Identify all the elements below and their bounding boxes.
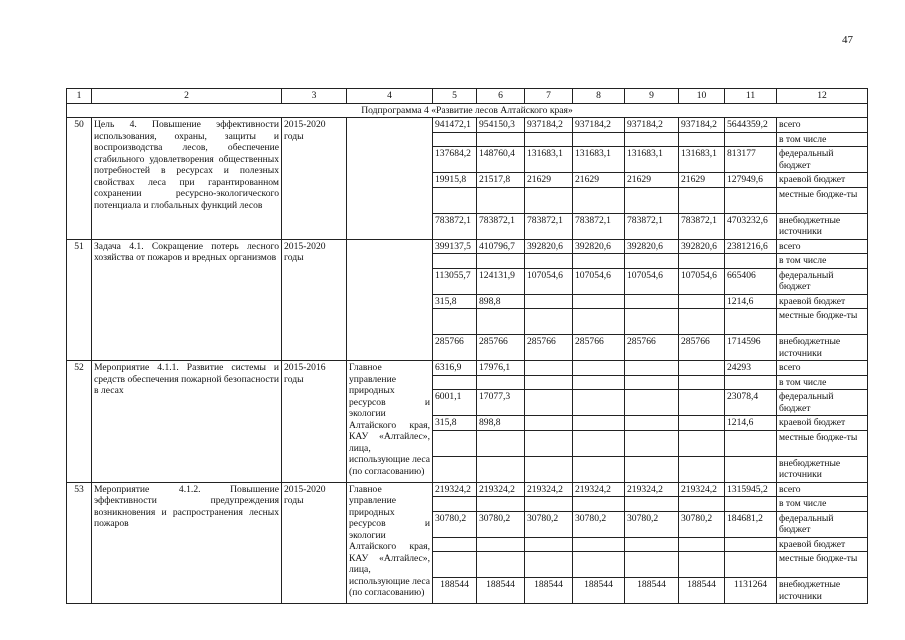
table-row <box>67 361 868 376</box>
year-value-cell <box>525 430 573 456</box>
year-value-cell: 392820,6 <box>525 239 573 254</box>
total-value-cell <box>725 537 777 552</box>
year-value-cell <box>573 497 625 512</box>
year-value-cell <box>573 294 625 309</box>
total-value-cell: 127949,6 <box>725 173 777 188</box>
year-value-cell: 783872,1 <box>525 213 573 239</box>
year-value-cell: 21517,8 <box>477 173 525 188</box>
row-number: 51 <box>67 239 92 361</box>
year-value-cell <box>679 254 725 269</box>
total-value-cell: 1214,6 <box>725 416 777 431</box>
year-value-cell: 937184,2 <box>573 118 625 133</box>
activity-name: Мероприятие 4.1.1. Развитие системы и средств обеспечения пожарной безопасности в лесах <box>92 361 282 483</box>
funding-source-label: местные бюдже-ты <box>777 552 868 578</box>
year-value-cell: 219324,2 <box>625 482 679 497</box>
year-value-cell: 21629 <box>573 173 625 188</box>
funding-source-label: федеральный бюджет <box>777 268 868 294</box>
column-header: 6 <box>477 89 525 104</box>
year-value-cell <box>477 375 525 390</box>
column-header: 10 <box>679 89 725 104</box>
year-value-cell: 219324,2 <box>477 482 525 497</box>
year-value-cell <box>625 294 679 309</box>
total-value-cell <box>725 497 777 512</box>
year-value-cell <box>625 552 679 578</box>
year-value-cell <box>625 361 679 376</box>
funding-source-label: местные бюдже-ты <box>777 309 868 335</box>
funding-source-label: внебюджетные источники <box>777 213 868 239</box>
year-value-cell <box>679 537 725 552</box>
total-value-cell <box>725 430 777 456</box>
year-value-cell: 392820,6 <box>625 239 679 254</box>
year-value-cell <box>573 390 625 416</box>
period: 2015-2020 годы <box>282 482 347 604</box>
year-value-cell: 285766 <box>625 335 679 361</box>
year-value-cell: 410796,7 <box>477 239 525 254</box>
funding-source-label: местные бюдже-ты <box>777 187 868 213</box>
funding-source-label: внебюджетные источники <box>777 578 868 604</box>
year-value-cell <box>433 430 477 456</box>
table-row <box>67 482 868 497</box>
column-number-row <box>67 89 868 104</box>
year-value-cell <box>433 375 477 390</box>
year-value-cell <box>625 497 679 512</box>
year-value-cell: 30780,2 <box>525 511 573 537</box>
year-value-cell: 315,8 <box>433 294 477 309</box>
year-value-cell: 783872,1 <box>477 213 525 239</box>
period: 2015-2020 годы <box>282 118 347 240</box>
year-value-cell: 937184,2 <box>625 118 679 133</box>
total-value-cell: 1315945,2 <box>725 482 777 497</box>
total-value-cell: 2381216,6 <box>725 239 777 254</box>
year-value-cell <box>477 456 525 482</box>
total-value-cell: 1131264 <box>725 578 777 604</box>
column-header: 4 <box>347 89 433 104</box>
funding-source-label: федеральный бюджет <box>777 147 868 173</box>
year-value-cell: 188544 <box>679 578 725 604</box>
year-value-cell <box>525 132 573 147</box>
total-value-cell: 5644359,2 <box>725 118 777 133</box>
funding-source-label: в том числе <box>777 132 868 147</box>
year-value-cell <box>433 537 477 552</box>
year-value-cell: 392820,6 <box>573 239 625 254</box>
executor <box>347 239 433 361</box>
year-value-cell: 131683,1 <box>525 147 573 173</box>
funding-source-label: всего <box>777 118 868 133</box>
funding-source-label: краевой бюджет <box>777 294 868 309</box>
year-value-cell: 188544 <box>477 578 525 604</box>
year-value-cell: 188544 <box>525 578 573 604</box>
year-value-cell: 148760,4 <box>477 147 525 173</box>
year-value-cell <box>679 390 725 416</box>
year-value-cell <box>679 416 725 431</box>
year-value-cell <box>477 430 525 456</box>
column-header: 7 <box>525 89 573 104</box>
year-value-cell: 107054,6 <box>573 268 625 294</box>
funding-source-label: внебюджетные источники <box>777 335 868 361</box>
column-header: 2 <box>92 89 282 104</box>
year-value-cell <box>573 552 625 578</box>
total-value-cell: 4703232,6 <box>725 213 777 239</box>
total-value-cell <box>725 375 777 390</box>
period: 2015-2016 годы <box>282 361 347 483</box>
year-value-cell <box>573 309 625 335</box>
year-value-cell: 113055,7 <box>433 268 477 294</box>
subprogram-title: Подпрограмма 4 «Развитие лесов Алтайского края» <box>67 103 868 118</box>
column-header: 5 <box>433 89 477 104</box>
year-value-cell: 392820,6 <box>679 239 725 254</box>
year-value-cell <box>625 254 679 269</box>
column-header: 1 <box>67 89 92 104</box>
year-value-cell: 30780,2 <box>573 511 625 537</box>
year-value-cell <box>679 187 725 213</box>
year-value-cell <box>525 254 573 269</box>
year-value-cell <box>625 537 679 552</box>
year-value-cell: 30780,2 <box>433 511 477 537</box>
year-value-cell <box>625 375 679 390</box>
year-value-cell: 941472,1 <box>433 118 477 133</box>
year-value-cell <box>477 537 525 552</box>
executor: Главное управление природных ресурсов и экологии Алтайского края, КАУ «Алтайлес», лица, использующие леса (по согласованию) <box>347 482 433 604</box>
year-value-cell: 6001,1 <box>433 390 477 416</box>
year-value-cell <box>477 309 525 335</box>
year-value-cell: 137684,2 <box>433 147 477 173</box>
year-value-cell <box>525 294 573 309</box>
year-value-cell: 30780,2 <box>477 511 525 537</box>
year-value-cell <box>477 254 525 269</box>
total-value-cell <box>725 254 777 269</box>
year-value-cell <box>525 361 573 376</box>
total-value-cell <box>725 187 777 213</box>
funding-source-label: внебюджетные источники <box>777 456 868 482</box>
funding-source-label: федеральный бюджет <box>777 390 868 416</box>
year-value-cell <box>433 497 477 512</box>
year-value-cell: 315,8 <box>433 416 477 431</box>
year-value-cell <box>433 132 477 147</box>
year-value-cell: 107054,6 <box>625 268 679 294</box>
year-value-cell <box>625 390 679 416</box>
column-header: 11 <box>725 89 777 104</box>
year-value-cell <box>679 456 725 482</box>
page-number: 47 <box>842 34 853 46</box>
column-header: 9 <box>625 89 679 104</box>
table-row <box>67 118 868 133</box>
row-number: 53 <box>67 482 92 604</box>
year-value-cell <box>525 390 573 416</box>
year-value-cell <box>525 187 573 213</box>
year-value-cell: 30780,2 <box>625 511 679 537</box>
year-value-cell <box>573 375 625 390</box>
total-value-cell: 24293 <box>725 361 777 376</box>
year-value-cell <box>525 497 573 512</box>
year-value-cell <box>573 132 625 147</box>
year-value-cell: 285766 <box>477 335 525 361</box>
year-value-cell: 399137,5 <box>433 239 477 254</box>
funding-source-label: всего <box>777 361 868 376</box>
activity-name: Задача 4.1. Сокращение потерь лесного хозяйства от пожаров и вредных организмов <box>92 239 282 361</box>
year-value-cell <box>625 456 679 482</box>
year-value-cell: 219324,2 <box>679 482 725 497</box>
year-value-cell <box>433 309 477 335</box>
year-value-cell: 6316,9 <box>433 361 477 376</box>
year-value-cell: 954150,3 <box>477 118 525 133</box>
year-value-cell <box>525 309 573 335</box>
year-value-cell <box>679 132 725 147</box>
year-value-cell: 131683,1 <box>679 147 725 173</box>
year-value-cell: 17976,1 <box>477 361 525 376</box>
period: 2015-2020 годы <box>282 239 347 361</box>
year-value-cell <box>477 552 525 578</box>
total-value-cell: 1714596 <box>725 335 777 361</box>
total-value-cell: 184681,2 <box>725 511 777 537</box>
activity-name: Цель 4. Повышение эффективности использования, охраны, защиты и воспроизводства лесов, обеспечение стабильного удовлетворения общественных потребностей в ресурсах и полезных свойствах леса при гарантированном сохранении ресурсно-экологического потенциала и глобальных функций лесов <box>92 118 282 240</box>
year-value-cell: 30780,2 <box>679 511 725 537</box>
year-value-cell: 285766 <box>679 335 725 361</box>
total-value-cell: 23078,4 <box>725 390 777 416</box>
funding-source-label: краевой бюджет <box>777 416 868 431</box>
row-number: 50 <box>67 118 92 240</box>
year-value-cell <box>679 552 725 578</box>
funding-source-label: в том числе <box>777 375 868 390</box>
year-value-cell: 937184,2 <box>525 118 573 133</box>
funding-source-label: местные бюдже-ты <box>777 430 868 456</box>
year-value-cell: 124131,9 <box>477 268 525 294</box>
total-value-cell: 813177 <box>725 147 777 173</box>
column-header: 8 <box>573 89 625 104</box>
total-value-cell <box>725 456 777 482</box>
total-value-cell <box>725 132 777 147</box>
year-value-cell: 219324,2 <box>525 482 573 497</box>
year-value-cell: 21629 <box>625 173 679 188</box>
year-value-cell: 783872,1 <box>573 213 625 239</box>
year-value-cell: 21629 <box>525 173 573 188</box>
year-value-cell <box>679 309 725 335</box>
year-value-cell <box>679 294 725 309</box>
year-value-cell <box>525 375 573 390</box>
year-value-cell <box>573 456 625 482</box>
year-value-cell <box>433 254 477 269</box>
year-value-cell <box>573 537 625 552</box>
total-value-cell: 665406 <box>725 268 777 294</box>
year-value-cell <box>679 497 725 512</box>
year-value-cell: 188544 <box>625 578 679 604</box>
year-value-cell <box>625 132 679 147</box>
year-value-cell <box>679 375 725 390</box>
total-value-cell <box>725 552 777 578</box>
funding-source-label: федеральный бюджет <box>777 511 868 537</box>
year-value-cell: 783872,1 <box>625 213 679 239</box>
executor: Главное управление природных ресурсов и экологии Алтайского края, КАУ «Алтайлес», лица, использующие леса (по согласованию) <box>347 361 433 483</box>
year-value-cell <box>573 416 625 431</box>
year-value-cell <box>679 361 725 376</box>
funding-source-label: краевой бюджет <box>777 173 868 188</box>
year-value-cell: 188544 <box>573 578 625 604</box>
year-value-cell: 937184,2 <box>679 118 725 133</box>
year-value-cell: 783872,1 <box>679 213 725 239</box>
funding-source-label: всего <box>777 239 868 254</box>
year-value-cell: 898,8 <box>477 294 525 309</box>
year-value-cell: 131683,1 <box>573 147 625 173</box>
year-value-cell <box>625 430 679 456</box>
year-value-cell <box>625 309 679 335</box>
year-value-cell: 285766 <box>433 335 477 361</box>
year-value-cell: 107054,6 <box>679 268 725 294</box>
year-value-cell <box>625 187 679 213</box>
year-value-cell <box>625 416 679 431</box>
program-budget-table <box>66 88 868 604</box>
row-number: 52 <box>67 361 92 483</box>
year-value-cell <box>477 132 525 147</box>
year-value-cell <box>525 456 573 482</box>
year-value-cell: 285766 <box>525 335 573 361</box>
year-value-cell <box>573 430 625 456</box>
year-value-cell <box>433 456 477 482</box>
year-value-cell <box>433 187 477 213</box>
executor <box>347 118 433 240</box>
year-value-cell: 783872,1 <box>433 213 477 239</box>
year-value-cell: 219324,2 <box>433 482 477 497</box>
activity-name: Мероприятие 4.1.2. Повышение эффективности предупреждения возникновения и распространения лесных пожаров <box>92 482 282 604</box>
year-value-cell: 19915,8 <box>433 173 477 188</box>
funding-source-label: в том числе <box>777 497 868 512</box>
year-value-cell <box>477 187 525 213</box>
funding-source-label: всего <box>777 482 868 497</box>
funding-source-label: краевой бюджет <box>777 537 868 552</box>
column-header: 12 <box>777 89 868 104</box>
total-value-cell: 1214,6 <box>725 294 777 309</box>
year-value-cell <box>573 254 625 269</box>
year-value-cell: 285766 <box>573 335 625 361</box>
year-value-cell <box>525 537 573 552</box>
year-value-cell <box>477 497 525 512</box>
year-value-cell: 188544 <box>433 578 477 604</box>
year-value-cell: 107054,6 <box>525 268 573 294</box>
year-value-cell: 21629 <box>679 173 725 188</box>
table-row <box>67 239 868 254</box>
column-header: 3 <box>282 89 347 104</box>
year-value-cell <box>679 430 725 456</box>
total-value-cell <box>725 309 777 335</box>
year-value-cell: 131683,1 <box>625 147 679 173</box>
year-value-cell <box>573 187 625 213</box>
funding-source-label: в том числе <box>777 254 868 269</box>
year-value-cell <box>433 552 477 578</box>
year-value-cell: 219324,2 <box>573 482 625 497</box>
year-value-cell: 898,8 <box>477 416 525 431</box>
subprogram-row <box>67 103 868 118</box>
year-value-cell <box>525 552 573 578</box>
year-value-cell <box>573 361 625 376</box>
year-value-cell: 17077,3 <box>477 390 525 416</box>
year-value-cell <box>525 416 573 431</box>
